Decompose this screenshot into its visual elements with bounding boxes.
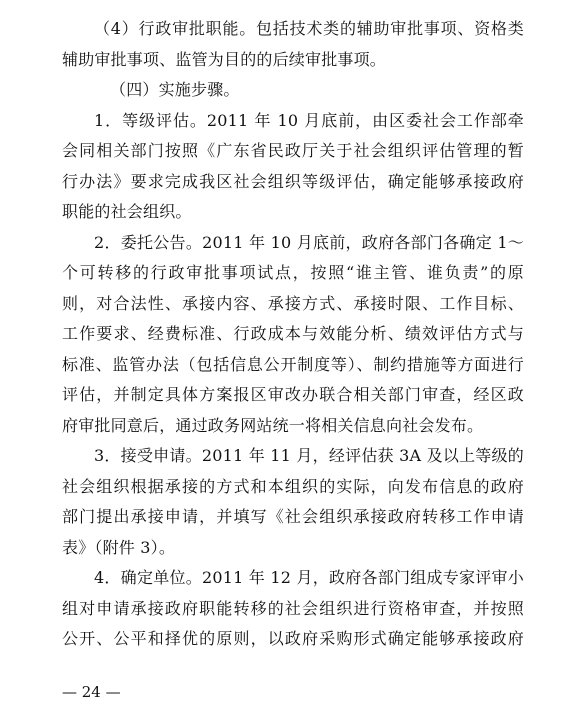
- paragraph-line: 个可转移的行政审批事项试点，按照“谁主管、谁负责”的原: [62, 263, 524, 282]
- paragraph-line: 评估，并制定具体方案报区审改办联合相关部门审查，经区政: [62, 385, 524, 404]
- paragraph-line: 标准、监管办法（包括信息公开制度等）、制约措施等方面进行: [62, 354, 524, 374]
- document-body: [62, 14, 524, 655]
- paragraph-line: 工作要求、经费标准、行政成本与效能分析、绩效评估方式与: [62, 324, 524, 343]
- paragraph-line: 行办法》要求完成我区社会组织等级评估，确定能够承接政府: [62, 171, 524, 191]
- section-heading: （四）实施步骤。: [110, 80, 240, 99]
- paragraph-line: 会同相关部门按照《广东省民政厅关于社会组织评估管理的暂: [62, 141, 524, 160]
- paragraph-line: 公开、公平和择优的原则，以政府采购形式确定能够承接政府: [62, 629, 524, 648]
- paragraph-line: 则，对合法性、承接内容、承接方式、承接时限、工作目标、: [62, 293, 524, 313]
- paragraph-line: 职能的社会组织。: [62, 202, 192, 221]
- paragraph-line: 4．确定单位。2011 年 12 月，政府各部门组成专家评审小: [94, 568, 524, 587]
- paragraph-line: 社会组织根据承接的方式和本组织的实际，向发布信息的政府: [62, 476, 524, 496]
- paragraph-line: 部门提出承接申请，并填写《社会组织承接政府转移工作申请: [62, 507, 524, 526]
- paragraph-line: 府审批同意后，通过政务网站统一将相关信息向社会发布。: [62, 415, 484, 435]
- paragraph-line: （4）行政审批职能。包括技术类的辅助审批事项、资格类: [94, 19, 524, 38]
- paragraph-line: 辅助审批事项、监管为目的的后续审批事项。: [62, 49, 387, 69]
- paragraph-line: 表》（附件 3）。: [62, 537, 176, 557]
- paragraph-line: 2．委托公告。2011 年 10 月底前，政府各部门各确定 1～: [94, 232, 524, 252]
- paragraph-line: 组对申请承接政府职能转移的社会组织进行资格审查，并按照: [62, 598, 524, 618]
- paragraph-line: 3．接受申请。2011 年 11 月，经评估获 3A 及以上等级的: [94, 446, 524, 465]
- page-number: — 24 —: [62, 683, 121, 701]
- paragraph-line: 1．等级评估。2011 年 10 月底前，由区委社会工作部牵: [94, 110, 524, 130]
